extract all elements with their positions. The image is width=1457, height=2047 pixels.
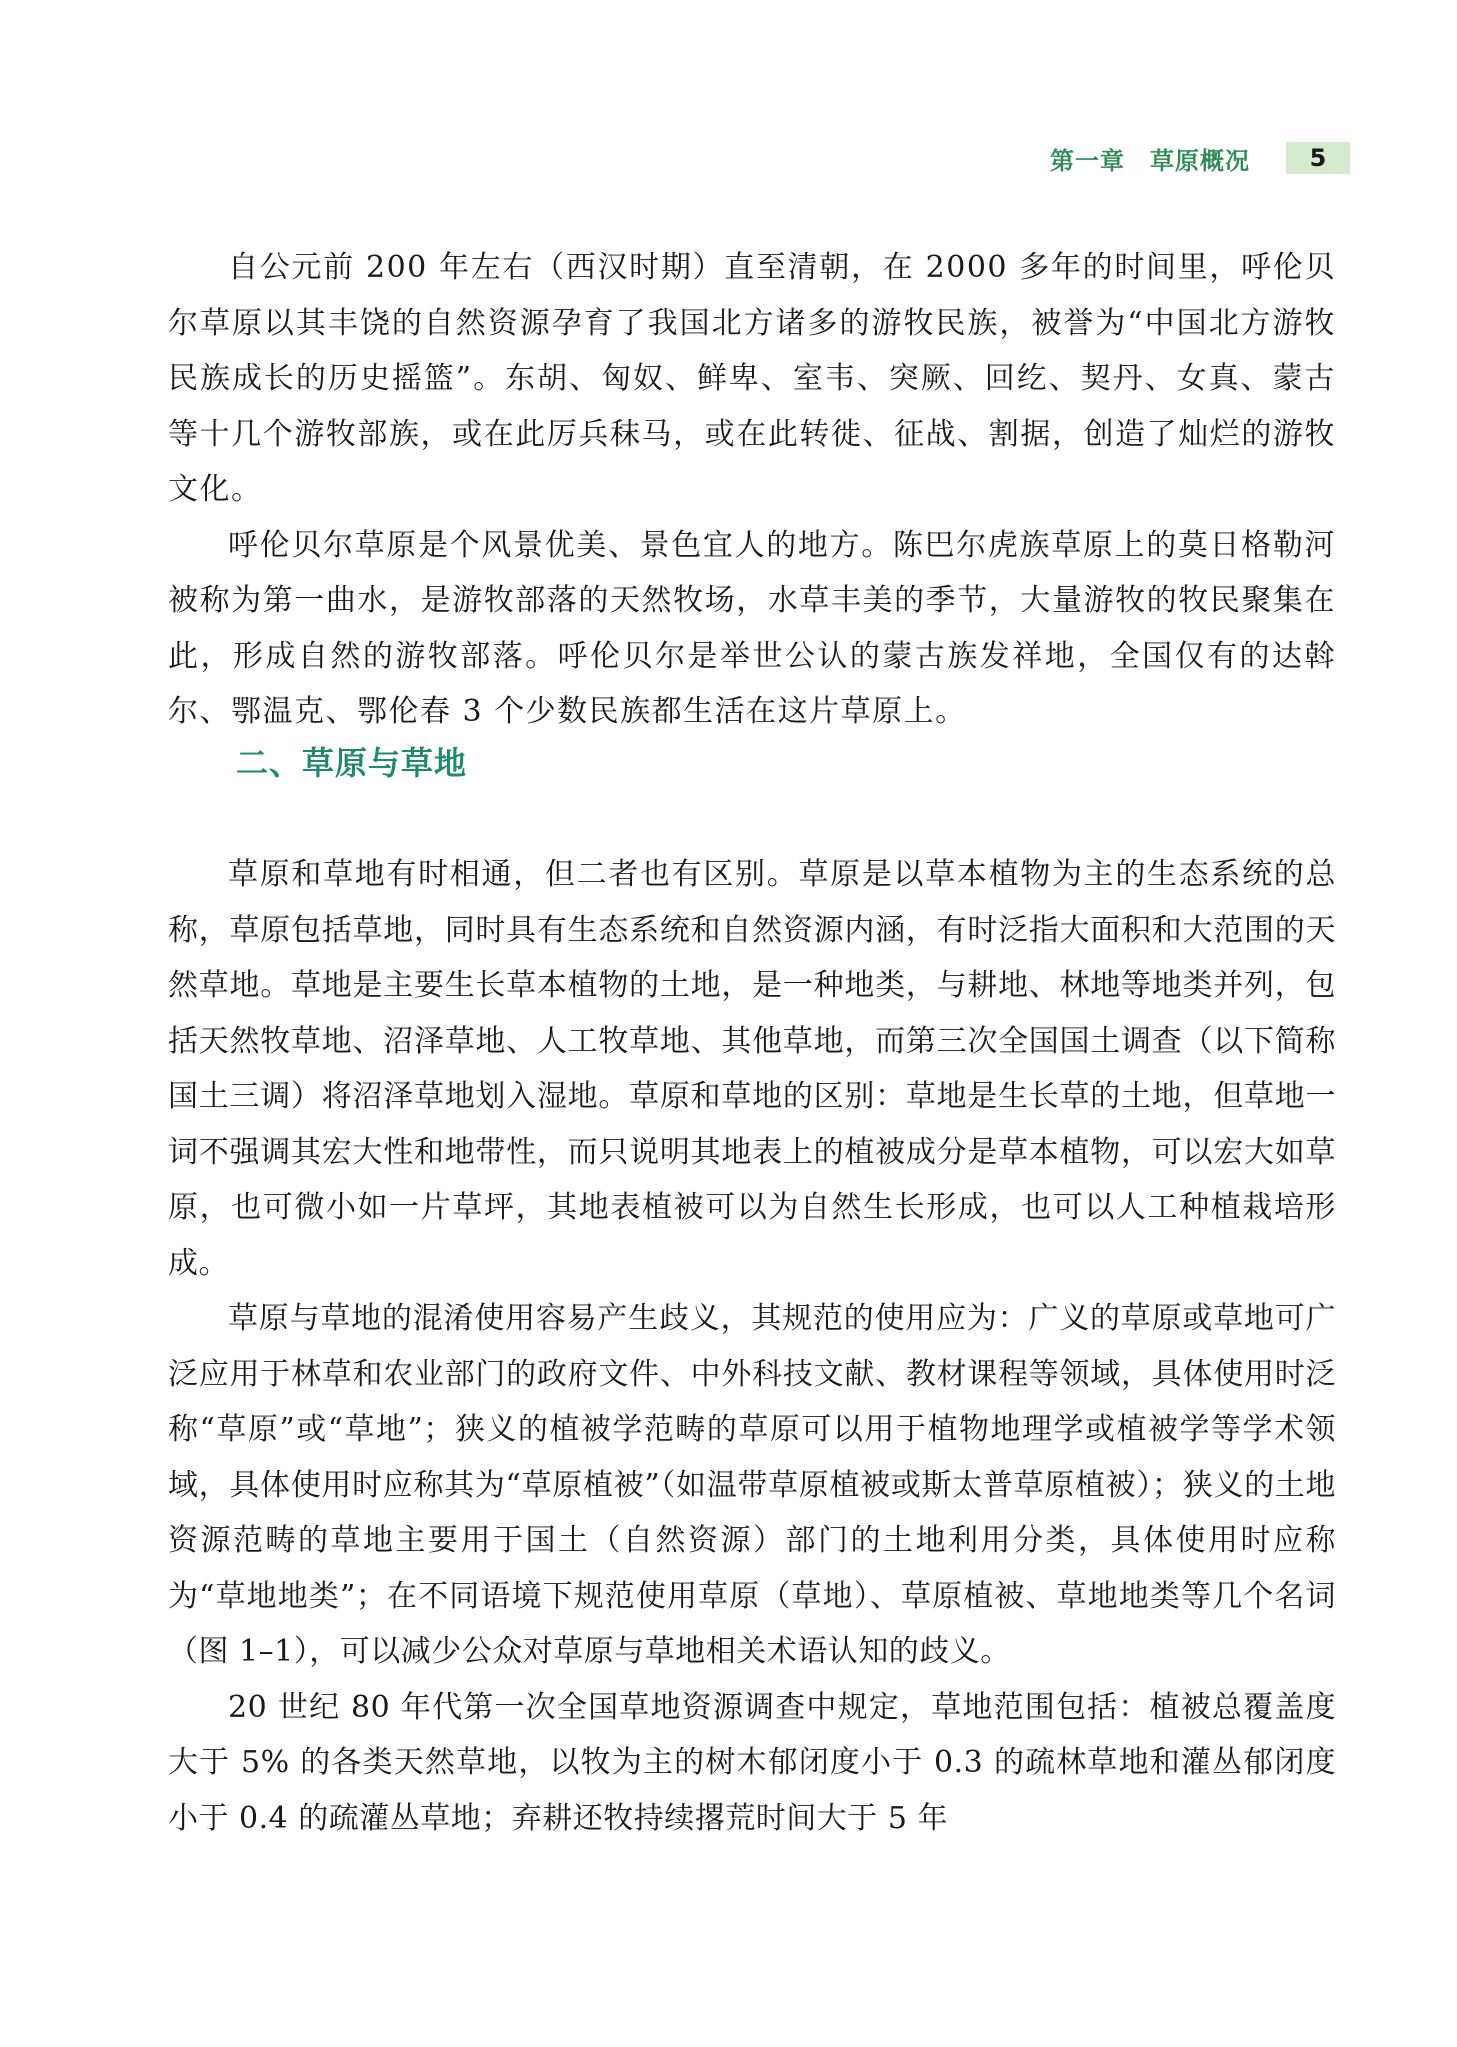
paragraph: 草原和草地有时相通，但二者也有区别。草原是以草本植物为主的生态系统的总称，草原包括草地，同时具有生态系统和自然资源内涵，有时泛指大面积和大范围的天然草地。草地是主要生长草本植物的土地，是一种地类，与耕地、林地等地类并列，包括天然牧草地、沼泽草地、人工牧草地、其他草地，而第三次全国国土调查（以下简称国土三调）将沼泽草地划入湿地。草原和草地的区别：草地是生长草的土地，但草地一词不强调其宏大性和地带性，而只说明其地表上的植被成分是草本植物，可以宏大如草原，也可微小如一片草坪，其地表植被可以为自然生长形成，也可以人工种植栽培形成。 xyxy=(168,857,1336,1281)
chapter-title: 第一章 草原概况 xyxy=(1050,146,1250,175)
paragraph: 呼伦贝尔草原是个风景优美、景色宜人的地方。陈巴尔虎族草原上的莫日格勒河被称为第一曲水，是游牧部落的天然牧场，水草丰美的季节，大量游牧的牧民聚集在此，形成自然的游牧部落。呼伦贝尔是举世公认的蒙古族发祥地，全国仅有的达斡尔、鄂温克、鄂伦春 3 个少数民族都生活在这片草原上。 xyxy=(168,527,1336,729)
section-text xyxy=(168,847,1336,1846)
running-header xyxy=(1020,140,1350,176)
page-number: 5 xyxy=(1286,142,1350,174)
section-heading: 二、草原与草地 xyxy=(236,744,468,782)
paragraph: 草原与草地的混淆使用容易产生歧义，其规范的使用应为：广义的草原或草地可广泛应用于林草和农业部门的政府文件、中外科技文献、教材课程等领域，具体使用时泛称“草原”或“草地”；狭义的植被学范畴的草原可以用于植物地理学或植被学等学术领域，具体使用时应称其为“草原植被”（如温带草原植被或斯太普草原植被）；狭义的土地资源范畴的草地主要用于国土（自然资源）部门的土地利用分类，具体使用时应称为“草地地类”；在不同语境下规范使用草原（草地）、草原植被、草地地类等几个名词（图 1–1），可以减少公众对草原与草地相关术语认知的歧义。 xyxy=(168,1301,1336,1669)
paragraph: 20 世纪 80 年代第一次全国草地资源调查中规定，草地范围包括：植被总覆盖度大于 5% 的各类天然草地，以牧为主的树木郁闭度小于 0.3 的疏林草地和灌丛郁闭度小于 0.4 的疏灌丛草地；弃耕还牧持续撂荒时间大于 5 年 xyxy=(168,1689,1336,1836)
paragraph: 自公元前 200 年左右（西汉时期）直至清朝，在 2000 多年的时间里，呼伦贝尔草原以其丰饶的自然资源孕育了我国北方诸多的游牧民族，被誉为“中国北方游牧民族成长的历史摇篮”。东胡、匈奴、鲜卑、室韦、突厥、回纥、契丹、女真、蒙古等十几个游牧部族，或在此厉兵秣马，或在此转徙、征战、割据，创造了灿烂的游牧文化。 xyxy=(168,250,1336,507)
intro-text xyxy=(168,240,1336,740)
